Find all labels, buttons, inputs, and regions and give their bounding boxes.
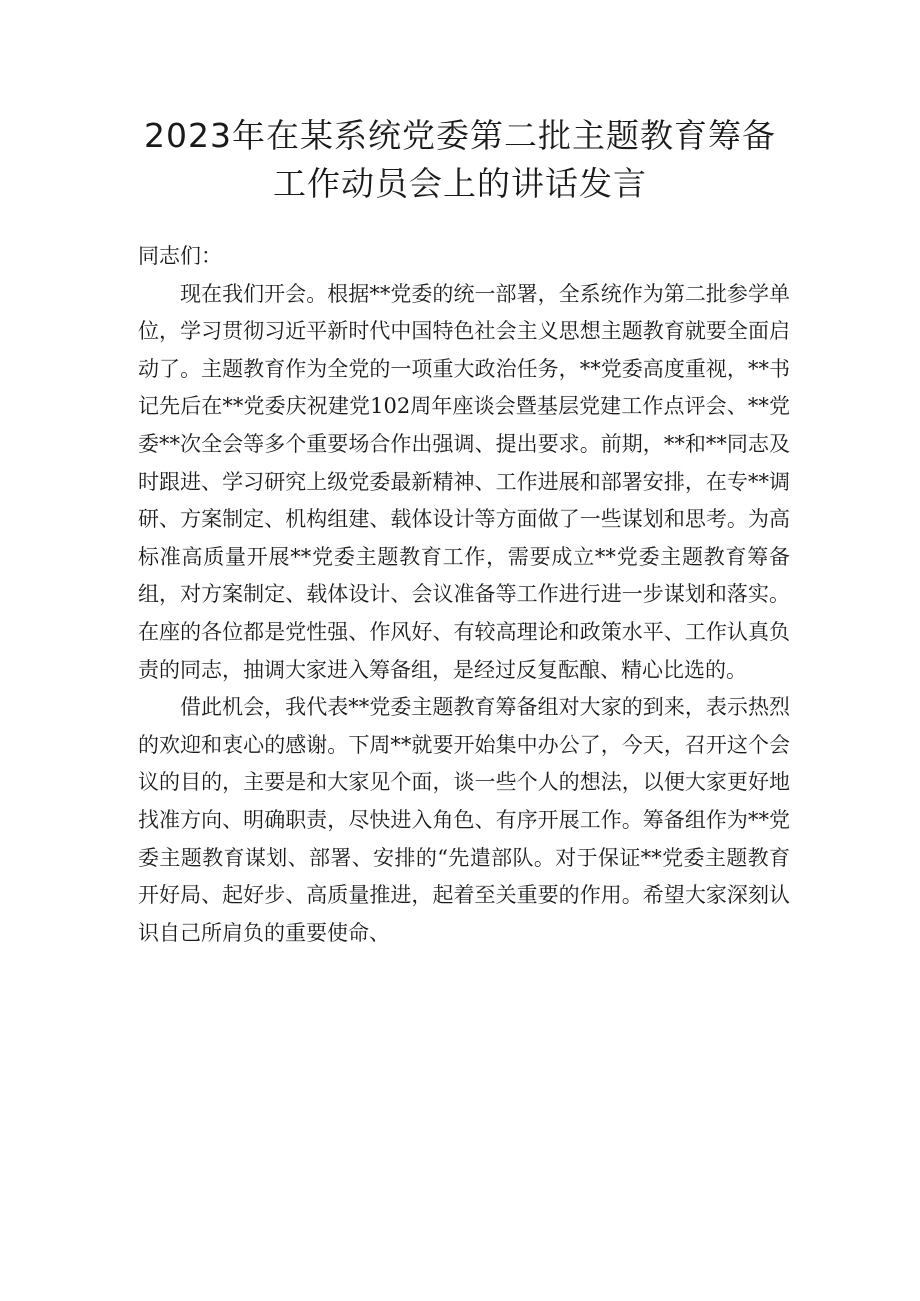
paragraph-1: 现在我们开会。根据**党委的统一部署，全系统作为第二批参学单位，学习贯彻习近平新时代中国特色社会主义思想主题教育就要全面启动了。主题教育作为全党的一项重大政治任务，**党委高度重视，**书记先后在**党委庆祝建党102周年座谈会暨基层党建工作点评会、**党委**次全会等多个重要场合作出强调、提出要求。前期，**和**同志及时跟进、学习研究上级党委最新精神、工作进展和部署安排，在专**调研、方案制定、机构组建、载体设计等方面做了一些谋划和思考。为高标准高质量开展**党委主题教育工作，需要成立**党委主题教育筹备组，对方案制定、载体设计、会议准备等工作进行进一步谋划和落实。在座的各位都是党性强、作风好、有较高理论和政策水平、工作认真负责的同志，抽调大家进入筹备组，是经过反复酝酿、精心比选的。 [138, 281, 790, 682]
title-line-2: 工作动员会上的讲话发言 [273, 164, 647, 203]
title-line-1: 2023年在某系统党委第二批主题教育筹备 [144, 116, 776, 155]
document-body [138, 238, 790, 952]
paragraph-2: 借此机会，我代表**党委主题教育筹备组对大家的到来，表示热烈的欢迎和衷心的感谢。下周**就要开始集中办公了，今天，召开这个会议的目的，主要是和大家见个面，谈一些个人的想法，以便大家更好地找准方向、明确职责，尽快进入角色、有序开展工作。筹备组作为**党委主题教育谋划、部署、安排的“先遣部队。对于保证**党委主题教育开好局、起好步、高质量推进，起着至关重要的作用。希望大家深刻认识自己所肩负的重要使命、 [138, 695, 790, 945]
salutation: 同志们： [138, 244, 222, 268]
document-title [0, 112, 920, 208]
